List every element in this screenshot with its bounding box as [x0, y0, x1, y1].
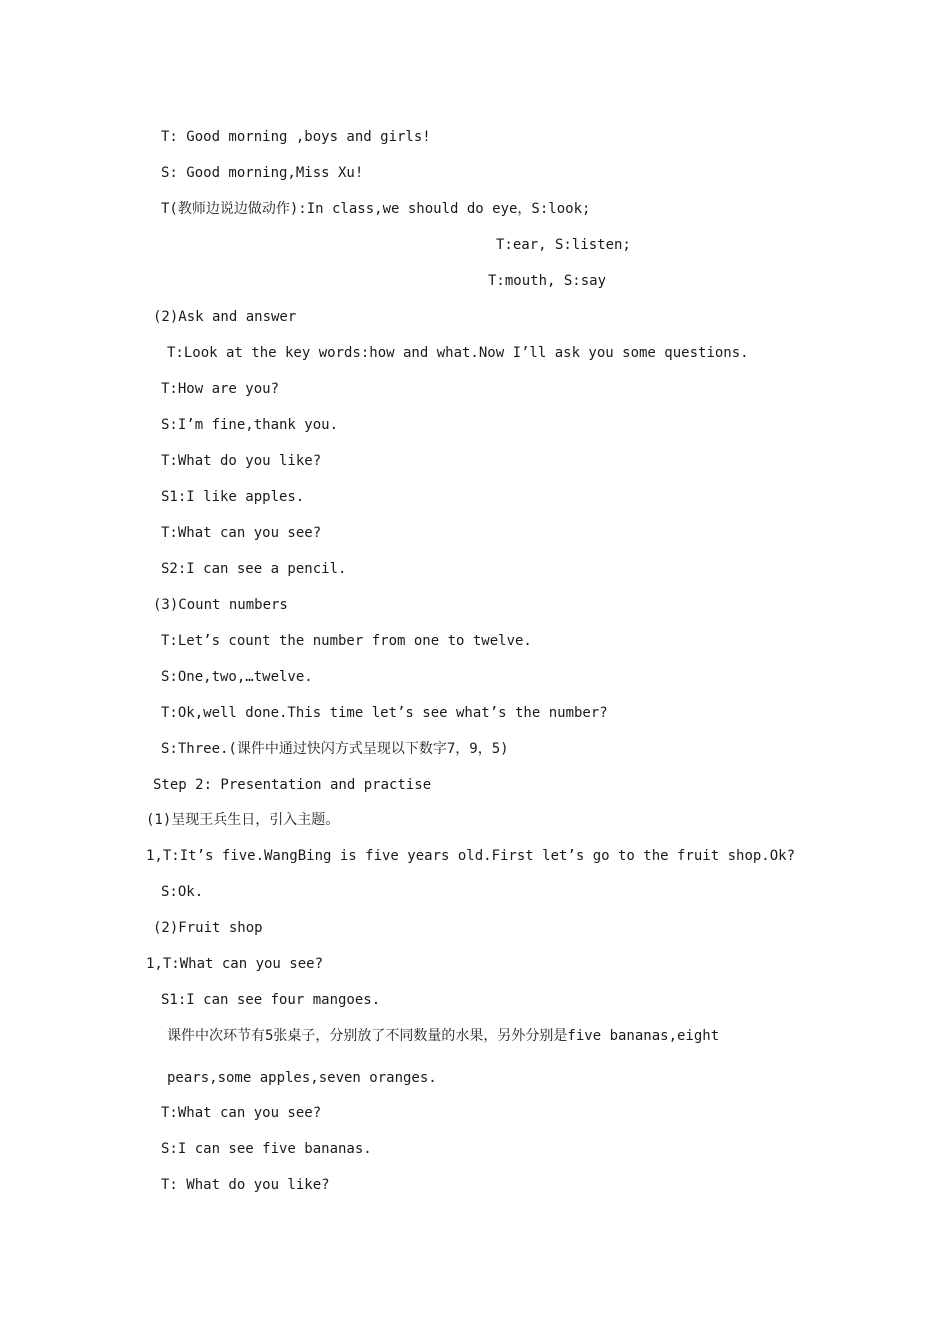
text-line: T(教师边说边做动作):In class,we should do eye，S:look;: [161, 201, 591, 217]
text-line: 1,T:What can you see?: [146, 956, 324, 972]
text-line: S:I can see five bananas.: [161, 1141, 372, 1157]
text-line: T:What can you see?: [161, 525, 322, 541]
text-line: T:How are you?: [161, 381, 280, 397]
section-heading: (3)Count numbers: [153, 597, 288, 613]
text-line: T:Look at the key words:how and what.Now I’ll ask you some questions.: [167, 345, 749, 361]
text-line: T:What can you see?: [161, 1105, 322, 1121]
text-line: S: Good morning,Miss Xu!: [161, 165, 364, 181]
text-line: S:Ok.: [161, 884, 204, 900]
text-line: T: Good morning ,boys and girls!: [161, 129, 431, 145]
text-line: T:What do you like?: [161, 453, 322, 469]
section-heading: (2)Fruit shop: [153, 920, 263, 936]
step-heading: Step 2: Presentation and practise: [153, 777, 432, 793]
text-line: T: What do you like?: [161, 1177, 330, 1193]
text-line: S2:I can see a pencil.: [161, 561, 347, 577]
section-heading: (1)呈现王兵生日，引入主题。: [146, 812, 340, 828]
text-line: S:I’m fine,thank you.: [161, 417, 339, 433]
text-line: S:One,two,…twelve.: [161, 669, 313, 685]
text-line: T:mouth, S:say: [488, 273, 607, 289]
text-line: S:Three.(课件中通过快闪方式呈现以下数字7，9，5): [161, 741, 509, 757]
text-line: 1,T:It’s five.WangBing is five years old.First let’s go to the fruit shop.Ok?: [146, 848, 796, 864]
text-line: T:ear, S:listen;: [496, 237, 631, 253]
text-line: T:Ok,well done.This time let’s see what’s the number?: [161, 705, 608, 721]
text-line: 课件中次环节有5张桌子，分别放了不同数量的水果，另外分别是five bananas,eight: [167, 1028, 720, 1044]
text-line: S1:I can see four mangoes.: [161, 992, 381, 1008]
text-line: S1:I like apples.: [161, 489, 305, 505]
section-heading: (2)Ask and answer: [153, 309, 297, 325]
text-line: pears,some apples,seven oranges.: [167, 1070, 437, 1086]
text-line: T:Let’s count the number from one to twelve.: [161, 633, 532, 649]
